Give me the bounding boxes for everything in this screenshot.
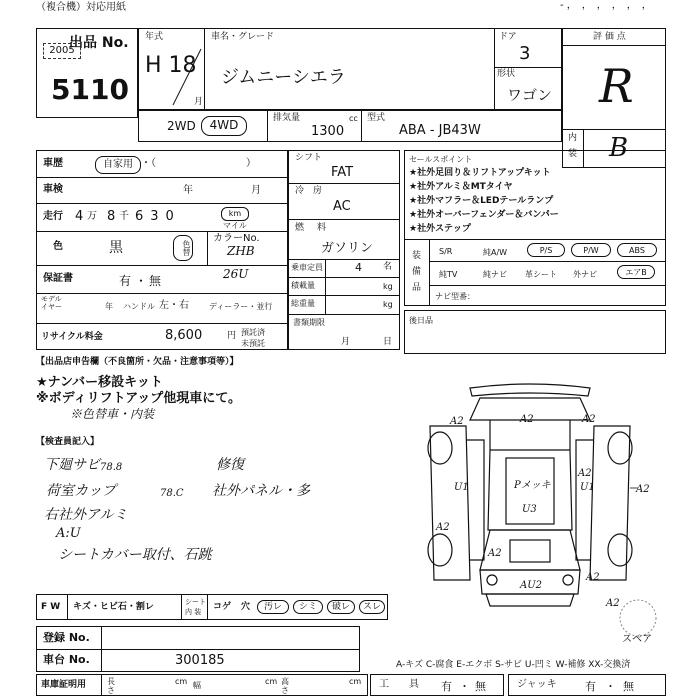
- cert-len-cm: cm: [175, 677, 188, 686]
- history-label: 車歴: [43, 158, 63, 169]
- seat-item-hole: 穴: [241, 602, 251, 612]
- fw-row: [36, 594, 388, 620]
- seat-item-stain: シミ: [293, 600, 323, 614]
- rear-items-label: 後日品: [409, 316, 433, 325]
- vehicle-name: ジムニーシエラ: [221, 67, 346, 88]
- inspector-mark-1: 78.8: [100, 462, 123, 473]
- name-label: 車名・グレード: [211, 32, 275, 42]
- inspector-label: 【検査員記入】: [36, 437, 100, 447]
- mark-a2-4: A2: [578, 468, 592, 479]
- equip-label-3: 品: [412, 283, 422, 293]
- mark-a2-7: A2: [488, 548, 502, 559]
- handle-options: 左・右: [159, 300, 189, 311]
- tools-box: [370, 674, 504, 696]
- grade-label: 評 価 点: [593, 32, 626, 42]
- inspection-label: 車検: [43, 184, 63, 195]
- equip-navi: 純ナビ: [483, 270, 507, 279]
- history-value: 自家用: [95, 156, 141, 174]
- recycle-unit: 円: [227, 331, 237, 341]
- engine-box: [138, 110, 562, 142]
- jack-yes: 有: [585, 680, 596, 693]
- handle-label: ハンドル: [123, 302, 155, 311]
- year-label: 年式: [145, 32, 164, 42]
- mark-a2-9: A2: [606, 598, 620, 609]
- cert-height-cm: cm: [349, 677, 362, 686]
- mark-a2-8: A2: [586, 572, 600, 583]
- equip-ext-navi: 外ナビ: [573, 270, 597, 279]
- jack-dot: ・: [605, 680, 616, 693]
- model-value: ABA - JB43W: [399, 123, 481, 138]
- shift-value: FAT: [331, 165, 354, 180]
- mileage-rest: 630: [135, 209, 181, 224]
- lot-label: 出品 No.: [69, 35, 129, 51]
- dealer-label: ディーラー・並行: [209, 302, 273, 311]
- chassis-label: 車台 No.: [43, 653, 90, 666]
- color-value: 黒: [109, 240, 123, 256]
- model-year-unit: 年: [105, 302, 113, 311]
- car-diagram: [410, 380, 650, 620]
- fuel-label-2: 料: [317, 223, 327, 233]
- lot-number-box: [36, 28, 138, 118]
- seat-item-dirt: 汚レ: [257, 600, 289, 614]
- inspection-year-unit: 年: [183, 185, 193, 196]
- chassis-value: 300185: [175, 653, 225, 668]
- recycle-value: 8,600: [165, 328, 203, 343]
- inspector-line-4: A:U: [56, 526, 81, 541]
- notes-line-1: ★ナンバー移設キット: [36, 375, 163, 390]
- mark-a2-3: A2: [582, 414, 596, 425]
- drive-2wd: 2WD: [167, 119, 196, 133]
- capacity-unit: 名: [383, 262, 393, 272]
- inspector-right-2: 社外パネル・多: [212, 483, 310, 499]
- notes-line-2: ※ボディリフトアップ他現車にて。: [36, 391, 242, 406]
- equip-airbag: エアB: [617, 265, 655, 279]
- garage-cert-label: 車庫証明用: [41, 680, 87, 690]
- cert-len-1: 長: [107, 677, 115, 686]
- cert-height-2: さ: [281, 686, 289, 695]
- doc-month: 月: [341, 337, 351, 347]
- fuel-value: ガソリン: [321, 241, 374, 256]
- cert-height-1: 高: [281, 677, 289, 686]
- garage-cert-box: [36, 674, 368, 696]
- inspection-month-unit: 月: [251, 185, 261, 196]
- warranty-yes: 有: [119, 274, 132, 288]
- mileage-man: 4: [75, 209, 84, 224]
- mark-pmekki: Pメッキ: [514, 480, 551, 491]
- doors-value: 3: [519, 43, 531, 64]
- equip-sr: S/R: [439, 247, 453, 256]
- seat-item-wear: スレ: [359, 600, 385, 614]
- registration-box: [36, 626, 360, 672]
- color-change: 色替: [173, 235, 193, 261]
- cert-width: 幅: [193, 681, 201, 690]
- year-slash: [167, 47, 207, 107]
- specs-box: [288, 150, 400, 350]
- year-tag: 2005: [43, 43, 81, 59]
- mark-au2: AU2: [520, 580, 543, 591]
- seat-label-2: 内 装: [185, 608, 202, 616]
- inspector-area: [36, 437, 396, 592]
- mark-u1-2: U1: [580, 482, 595, 493]
- drive-4wd: 4WD: [201, 116, 247, 136]
- inspector-line-1: 下廻サビ: [44, 457, 100, 473]
- mileage-label: 走行: [43, 211, 63, 222]
- door-label: ドア: [499, 32, 517, 42]
- shift-label: シフト: [295, 153, 323, 163]
- navi-model-label: ナビ型番：: [435, 292, 475, 301]
- warranty-no: 無: [149, 274, 162, 288]
- equip-label-1: 装: [412, 251, 422, 261]
- jack-no: 無: [623, 680, 634, 693]
- seat-label-1: シート: [185, 598, 206, 606]
- inspector-right-1: 修復: [216, 457, 244, 473]
- grade-box: [562, 28, 666, 168]
- recycle-status: 預託済: [241, 328, 265, 337]
- grade-score: R: [599, 59, 634, 113]
- load-unit: kg: [383, 282, 393, 291]
- vehicle-info-box: [138, 28, 562, 110]
- model-year-label-1: モデル: [41, 295, 62, 303]
- recycle-label: リサイクル料金: [41, 332, 103, 342]
- sen-unit: 千: [119, 211, 129, 222]
- sales-point-1: ★社外足回り＆リフトアップキット: [409, 168, 551, 178]
- recycle-status-2: 未預託: [241, 339, 265, 348]
- jack-box: [508, 674, 666, 696]
- mark-u1-1: U1: [454, 482, 469, 493]
- spare-label: スペア: [622, 634, 652, 645]
- displacement-unit: cc: [349, 114, 358, 123]
- ac-value: AC: [333, 199, 351, 214]
- header-text: （複合機）対応用紙: [36, 2, 126, 13]
- interior-grade: B: [609, 133, 629, 163]
- sales-point-4: ★社外オーバーフェンダー＆バンパー: [409, 210, 559, 220]
- capacity-value: 4: [355, 261, 362, 274]
- warranty-label: 保証書: [43, 273, 73, 284]
- inspector-line-3: 右社外アルミ: [44, 507, 128, 523]
- doc-day: 日: [383, 337, 393, 347]
- notes-area: [36, 354, 404, 442]
- interior-label-1: 内: [568, 133, 578, 143]
- equip-leather: 革シート: [525, 270, 557, 279]
- displacement-label: 排気量: [273, 113, 301, 123]
- reg-label: 登録 No.: [43, 631, 90, 644]
- equip-pw: P/W: [571, 243, 611, 257]
- sales-point-5: ★社外ステップ: [409, 224, 471, 234]
- fw-label: F W: [41, 602, 61, 612]
- history-rest: ・（ ）: [141, 158, 256, 169]
- man-unit: 万: [87, 211, 97, 222]
- color-no-label: カラーNo.: [213, 233, 260, 244]
- doc-date-label: 書類期限: [293, 318, 325, 327]
- year-value: H 18: [145, 53, 197, 78]
- header-text-right: - ， ， ， ， ， ，: [560, 0, 652, 11]
- spare-tire-icon: [618, 598, 658, 638]
- inspector-line-2: 荷室カップ: [46, 483, 116, 499]
- history-box: [36, 150, 288, 350]
- color-no-2: 26U: [223, 267, 249, 281]
- equip-alloy: 純A/W: [483, 248, 508, 257]
- ac-label: 冷 房: [295, 186, 323, 196]
- interior-label-2: 装: [568, 149, 578, 159]
- jack-label: ジャッキ: [517, 679, 557, 690]
- gross-unit: kg: [383, 300, 393, 309]
- tools-dot: ・: [459, 680, 470, 693]
- load-label: 積載量: [291, 281, 315, 290]
- mark-a2-5: A2: [636, 484, 650, 495]
- equip-abs: ABS: [617, 243, 657, 257]
- mark-u3: U3: [522, 504, 537, 515]
- fw-items: キズ・ヒビ石・割レ: [73, 602, 154, 612]
- mile-unit: マイル: [223, 221, 247, 230]
- mark-a2-2: A2: [520, 414, 534, 425]
- sales-point-2: ★社外アルミ＆MTタイヤ: [409, 182, 513, 192]
- shape-label: 形状: [497, 69, 516, 79]
- inspector-line-5: シートカバー取付、石跳: [58, 547, 212, 563]
- equip-tv: 純TV: [439, 270, 458, 279]
- mark-a2-1: A2: [450, 416, 464, 427]
- gross-label: 総重量: [291, 299, 315, 308]
- mileage-8: 8: [107, 209, 116, 224]
- cert-len-2: さ: [107, 686, 115, 695]
- tools-yes: 有: [441, 680, 452, 693]
- model-year-label-2: イヤー: [41, 303, 62, 311]
- tools-no: 無: [475, 680, 486, 693]
- shape-value: ワゴン: [507, 86, 553, 104]
- legend-text: A-キズ C-腐食 E-エクボ S-サビ U-凹ミ W-補修 XX-交換済: [396, 660, 631, 670]
- fuel-label-1: 燃: [295, 223, 305, 233]
- color-no-1: ZHB: [227, 244, 255, 258]
- month-suffix: 月: [194, 97, 204, 107]
- warranty-sep: ・: [135, 274, 148, 288]
- seat-item-burn: コゲ: [213, 602, 232, 612]
- sales-point-3: ★社外マフラー＆LEDテールランプ: [409, 196, 554, 206]
- mark-a2-6: A2: [436, 522, 450, 533]
- capacity-label: 乗車定員: [291, 263, 323, 272]
- model-label: 型式: [367, 113, 386, 123]
- lot-number: 5110: [51, 73, 129, 106]
- inspector-mark-2: 78.C: [160, 488, 184, 499]
- displacement-value: 1300: [311, 124, 345, 139]
- equip-label-2: 備: [412, 267, 422, 277]
- seat-item-tear: 破レ: [327, 600, 355, 614]
- cert-width-cm: cm: [265, 677, 278, 686]
- color-label: 色: [53, 241, 63, 252]
- equip-ps: P/S: [527, 243, 565, 257]
- notes-line-3: ※色替車・内装: [70, 407, 155, 421]
- rear-items-box: [404, 310, 666, 354]
- sales-points-label: セールスポイント: [409, 155, 473, 164]
- km-unit: km: [221, 207, 249, 221]
- tools-label: 工 具: [379, 679, 419, 690]
- sales-points-box: [404, 150, 666, 306]
- notes-label: 【出品店申告欄（不良箇所・欠品・注意事項等）】: [36, 357, 239, 367]
